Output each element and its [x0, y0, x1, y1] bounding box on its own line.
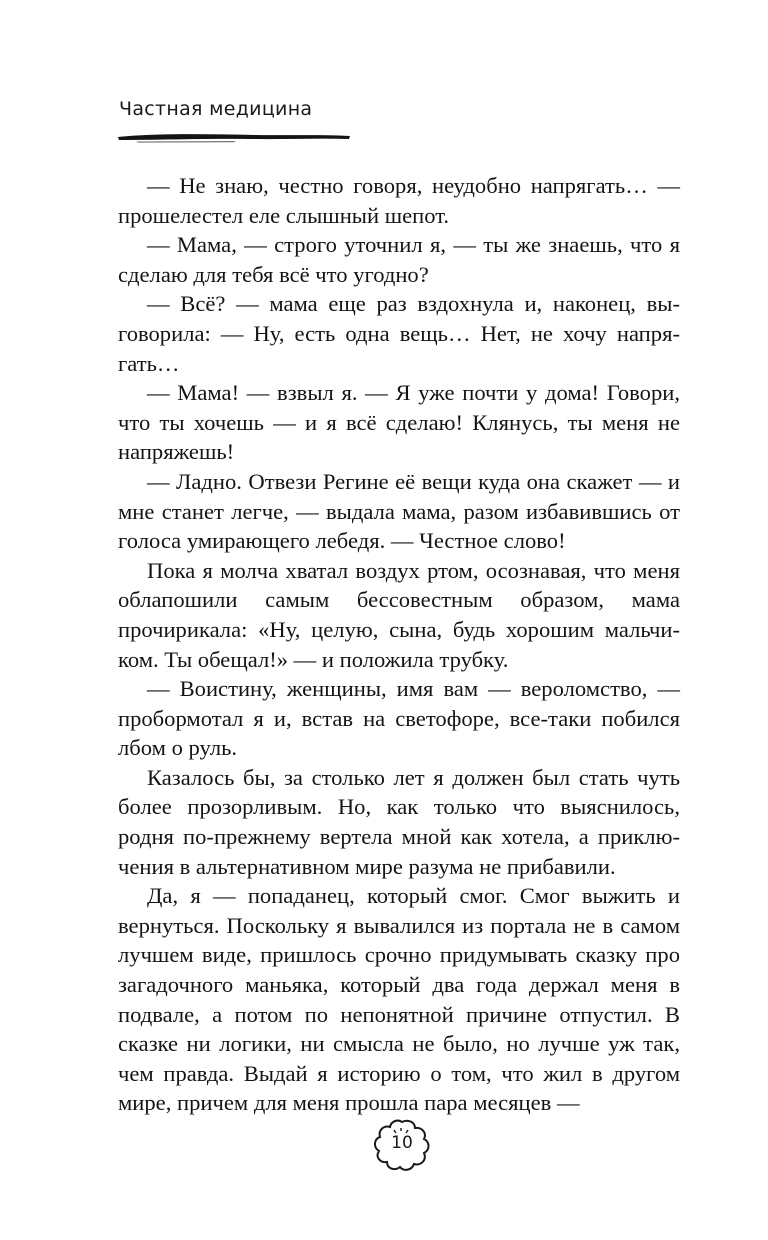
paragraph-8: Казалось бы, за столько лет я должен был стать чуть более прозорливым. Но, как только что выяснилось, родня по-прежнему вертела мной как хотела, а приключения в альтернативном мире разума не прибавили. [118, 764, 680, 879]
paragraph-1: — Не знаю, честно говоря, неудобно напрягать… — прошелестел еле слышный шепот. [118, 173, 680, 228]
page-number-badge [372, 1116, 432, 1172]
paragraph-9: Да, я — попаданец, который смог. Смог выжить и вернуться. Поскольку я вывалился из портала не в самом лучшем виде, пришлось срочно придумывать сказку про загадочного маньяка, который два года держал меня в подвале, а потом по непонятной причине отпустил. В сказке ни логики, ни смысла не было, но лучше уж так, чем правда. Выдай я историю о том, что жил в другом мире, причем для меня прошла пара месяцев — [118, 883, 680, 1116]
running-title: Частная медицина [119, 98, 313, 120]
paragraph-7: — Воистину, женщины, имя вам — вероломство, — пробормотал я и, встав на светофоре, все-таки побился лбом о руль. [118, 676, 680, 761]
body-text [118, 171, 680, 1118]
header-brush-rule [116, 131, 352, 143]
paragraph-6: Пока я молча хватал воздух ртом, осознавая, что меня облапошили самым бессовестным образом, мама прочирикала: «Ну, целую, сына, будь хорошим мальчиком. Ты обещал!» — и положила трубку. [118, 557, 680, 672]
paragraph-4: — Мама! — взвыл я. — Я уже почти у дома! Говори, что ты хочешь — и я всё сделаю! Клянусь, ты меня не напряжешь! [118, 380, 680, 465]
paragraph-5: — Ладно. Отвези Регине её вещи куда она скажет — и мне станет легче, — выдала мама, разом избавившись от голоса умирающего лебедя. — Честное слово! [118, 468, 680, 554]
page-number: 10 [391, 1133, 413, 1153]
paragraph-2: — Мама, — строго уточнил я, — ты же знаешь, что я сделаю для тебя всё что угодно? [118, 232, 680, 287]
paragraph-3: — Всё? — мама еще раз вздохнула и, наконец, выговорила: — Ну, есть одна вещь… Нет, не хочу напрягать… [118, 291, 680, 376]
